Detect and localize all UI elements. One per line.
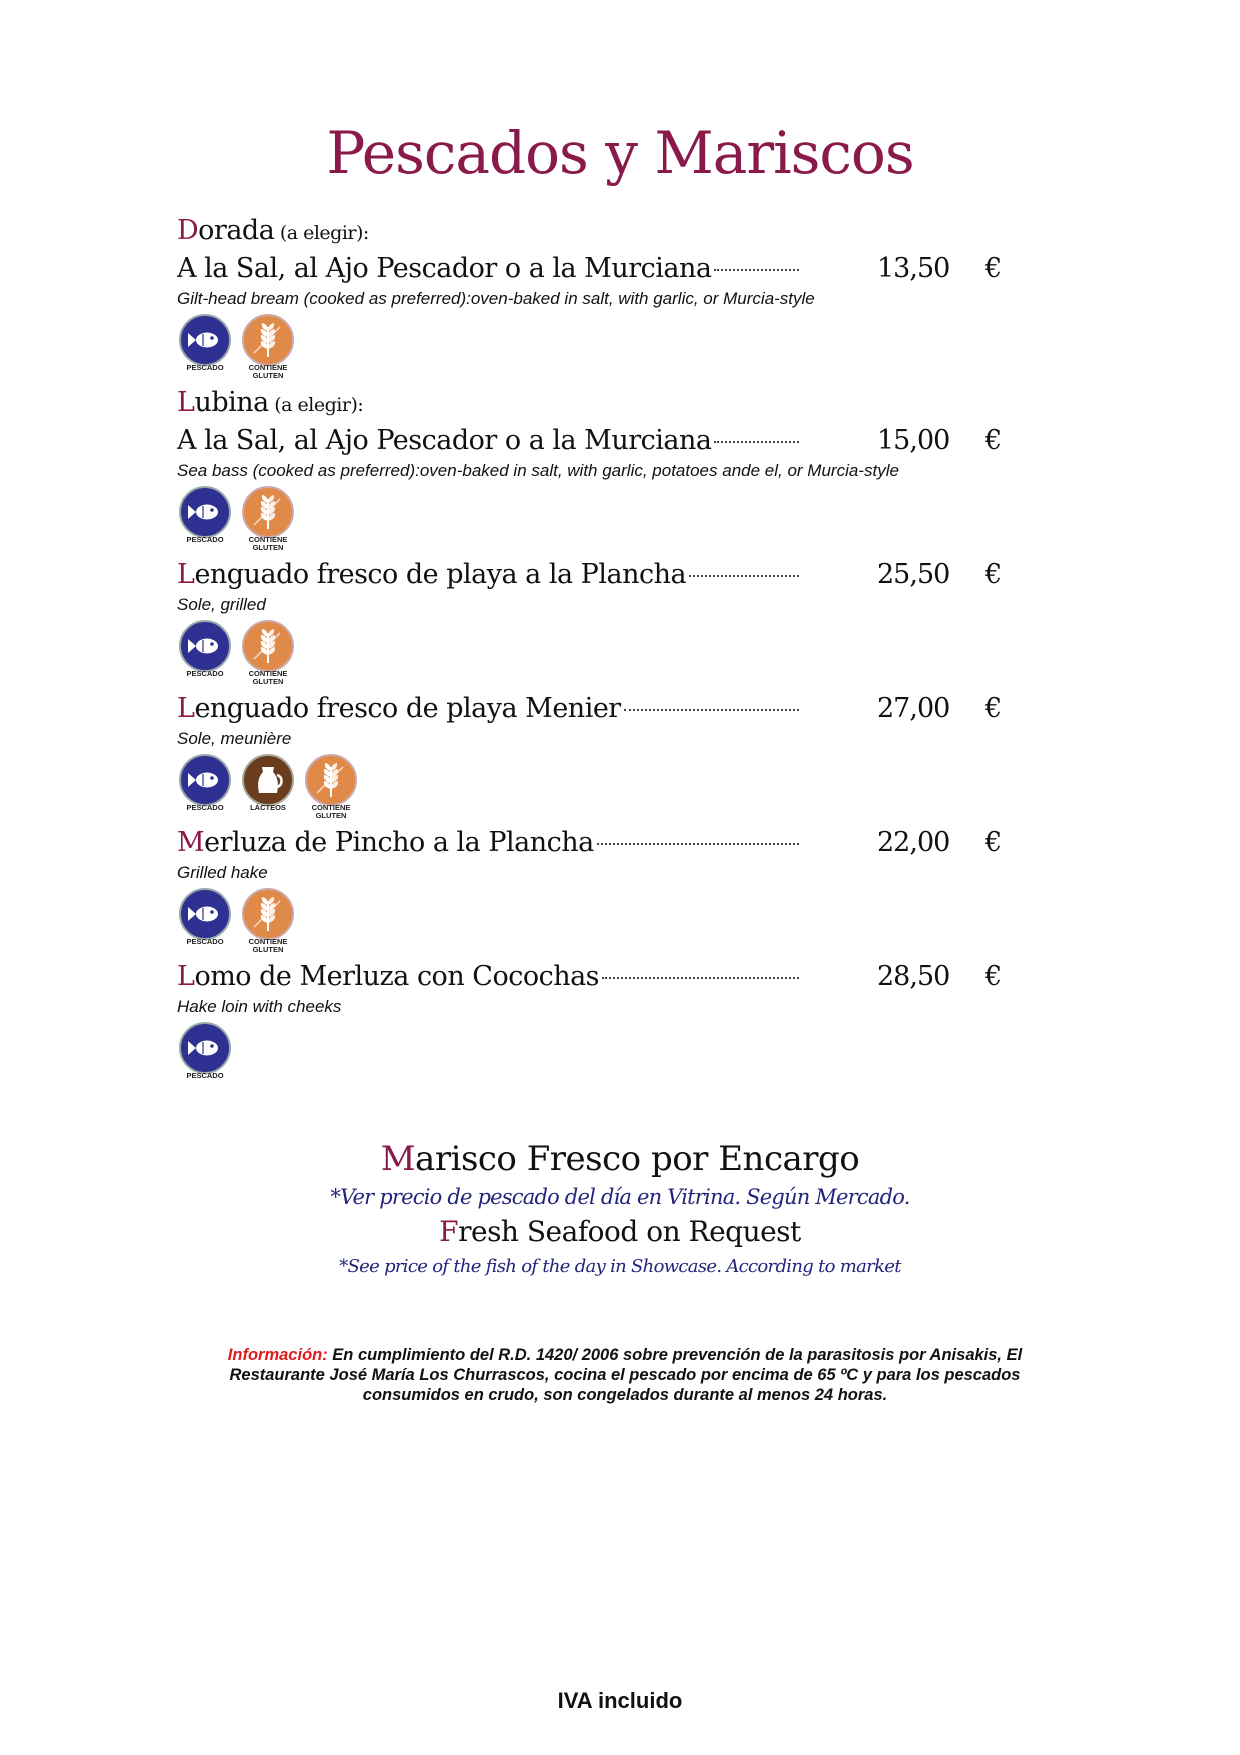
allergen-label: CONTIENE GLUTEN	[248, 669, 288, 686]
menu-item	[177, 824, 1047, 955]
allergen-icons	[177, 313, 1047, 381]
allergen-badge	[240, 313, 296, 381]
item-row	[177, 958, 1047, 996]
seafood-title	[0, 1213, 1240, 1251]
allergen-badge	[303, 753, 359, 821]
dot-leader	[624, 709, 799, 711]
info-notice	[190, 1345, 1060, 1405]
allergen-icons	[177, 753, 1047, 821]
item-price: 28,50	[877, 961, 950, 992]
allergen-label: CONTIENE GLUTEN	[311, 803, 351, 820]
jug-icon	[240, 753, 296, 807]
item-description: Hake loin with cheeks	[177, 997, 342, 1016]
item-price: 13,50	[877, 253, 950, 284]
info-text: En cumplimiento del R.D. 1420/ 2006 sobre prevención de la parasitosis por Anisakis, El Restaurante José María Los Churrascos, cocina el pescado por encima de 65 ºC y para los pescados consumidos en crudo, son congelados durante al menos 24 horas.	[229, 1346, 1023, 1404]
item-name-initial: M	[177, 827, 205, 858]
item-name-text: la Sal, al Ajo Pescador o a la Murciana	[196, 253, 712, 284]
item-price: 15,00	[877, 425, 950, 456]
footer-iva: IVA incluido	[557, 1688, 683, 1713]
dot-leader	[602, 977, 799, 979]
currency-symbol: €	[985, 253, 1002, 284]
item-price: 22,00	[877, 827, 950, 858]
allergen-badge	[240, 753, 296, 821]
dot-leader	[714, 441, 799, 443]
page-title: Pescados y Mariscos	[326, 119, 914, 187]
item-name-text: erluza de Pincho a la Plancha	[204, 827, 594, 858]
marisco-title	[0, 1137, 1240, 1181]
allergen-label: PESCADO	[186, 535, 224, 544]
item-name	[177, 824, 594, 862]
item-heading-text: orada	[198, 215, 275, 246]
item-heading-choose: (a elegir):	[268, 394, 364, 416]
marisco-title-initial: M	[380, 1139, 416, 1179]
item-name-line	[177, 958, 799, 996]
allergen-label: PESCADO	[186, 669, 224, 678]
allergen-icons	[177, 887, 1047, 955]
allergen-label: PESCADO	[186, 1071, 224, 1080]
dot-leader	[597, 843, 799, 845]
item-price: 25,50	[877, 559, 950, 590]
item-name-initial: A	[177, 253, 196, 284]
item-row	[177, 690, 1047, 728]
fish-icon	[177, 887, 233, 941]
menu-item	[177, 690, 1047, 821]
item-name	[177, 690, 621, 728]
allergen-badge	[177, 313, 233, 381]
item-name-initial: L	[177, 961, 195, 992]
allergen-label: CONTIENE GLUTEN	[248, 535, 288, 552]
allergen-icons	[177, 619, 1047, 687]
marisco-note: *Ver precio de pescado del día en Vitrina. Según Mercado.	[330, 1185, 910, 1209]
fish-icon	[177, 1021, 233, 1075]
item-name-initial: A	[177, 425, 196, 456]
item-name-initial: L	[177, 693, 195, 724]
fish-icon	[177, 753, 233, 807]
allergen-icons	[177, 1021, 1047, 1089]
item-name-initial: L	[177, 559, 195, 590]
menu-item	[177, 556, 1047, 687]
item-name-text: enguado fresco de playa Menier	[194, 693, 621, 724]
item-description: Sea bass (cooked as preferred):oven-baked in salt, with garlic, potatoes ande el, or Murcia-style	[177, 461, 899, 480]
currency-symbol: €	[985, 559, 1002, 590]
currency-symbol: €	[985, 827, 1002, 858]
allergen-label: PESCADO	[186, 937, 224, 946]
wheat-icon	[240, 619, 296, 673]
item-name-line	[177, 250, 799, 288]
allergen-badge	[177, 485, 233, 553]
allergen-label: CONTIENE GLUTEN	[248, 937, 288, 954]
allergen-label: LÁCTEOS	[250, 803, 286, 812]
allergen-badge	[177, 753, 233, 821]
menu-item	[177, 958, 1047, 1089]
currency-symbol: €	[985, 693, 1002, 724]
item-name-text: enguado fresco de playa a la Plancha	[194, 559, 687, 590]
allergen-label: PESCADO	[186, 803, 224, 812]
item-heading-initial: L	[177, 387, 195, 418]
allergen-badge	[177, 1021, 233, 1089]
wheat-icon	[303, 753, 359, 807]
wheat-icon	[240, 887, 296, 941]
currency-symbol: €	[985, 961, 1002, 992]
allergen-badge	[177, 887, 233, 955]
item-description: Gilt-head bream (cooked as preferred):oven-baked in salt, with garlic, or Murcia-style	[177, 289, 815, 308]
allergen-badge	[240, 619, 296, 687]
wheat-icon	[240, 485, 296, 539]
marisco-title-rest: arisco Fresco por Encargo	[415, 1139, 860, 1179]
item-name-text: omo de Merluza con Cocochas	[194, 961, 600, 992]
item-heading	[177, 212, 1047, 250]
item-description: Sole, grilled	[177, 595, 266, 614]
seafood-title-rest: resh Seafood on Request	[458, 1215, 801, 1248]
seafood-title-initial: F	[439, 1215, 459, 1248]
item-row	[177, 556, 1047, 594]
item-heading	[177, 384, 1047, 422]
allergen-label: PESCADO	[186, 363, 224, 372]
fish-icon	[177, 313, 233, 367]
item-description: Grilled hake	[177, 863, 268, 882]
allergen-badge	[240, 887, 296, 955]
allergen-badge	[177, 619, 233, 687]
dot-leader	[689, 575, 799, 577]
item-name-text: la Sal, al Ajo Pescador o a la Murciana	[196, 425, 712, 456]
info-label: Información:	[227, 1346, 328, 1364]
dot-leader	[714, 269, 799, 271]
menu-item	[177, 212, 1047, 381]
menu-item	[177, 384, 1047, 553]
item-description: Sole, meunière	[177, 729, 292, 748]
item-name	[177, 556, 686, 594]
item-heading-choose: (a elegir):	[274, 222, 369, 244]
item-price: 27,00	[877, 693, 950, 724]
item-name	[177, 958, 599, 996]
fish-icon	[177, 619, 233, 673]
item-name-line	[177, 422, 799, 460]
item-heading-text: ubina	[194, 387, 269, 418]
item-heading-initial: D	[177, 215, 199, 246]
item-name	[177, 250, 711, 288]
item-name-line	[177, 556, 799, 594]
allergen-badge	[240, 485, 296, 553]
currency-symbol: €	[985, 425, 1002, 456]
item-row	[177, 250, 1047, 288]
allergen-icons	[177, 485, 1047, 553]
item-row	[177, 422, 1047, 460]
allergen-label: CONTIENE GLUTEN	[248, 363, 288, 380]
item-row	[177, 824, 1047, 862]
item-name-line	[177, 824, 799, 862]
fish-icon	[177, 485, 233, 539]
seafood-note: *See price of the fish of the day in Showcase. According to market	[339, 1256, 901, 1277]
item-name-line	[177, 690, 799, 728]
wheat-icon	[240, 313, 296, 367]
item-name	[177, 422, 711, 460]
